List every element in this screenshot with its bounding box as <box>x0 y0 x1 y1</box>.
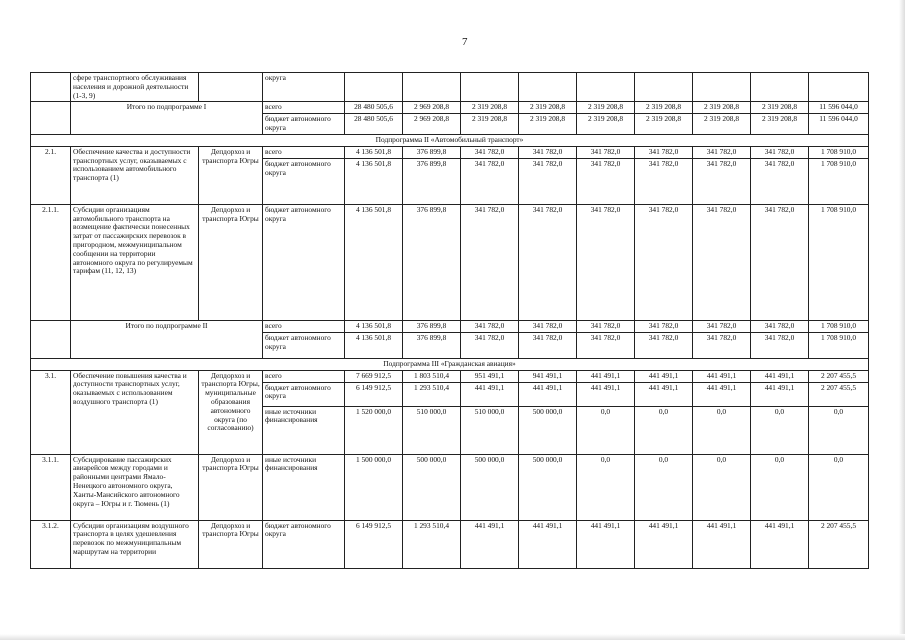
row-number: 3.1.2. <box>31 520 71 568</box>
value-cell: 441 491,1 <box>751 520 809 568</box>
value-cell <box>519 73 577 102</box>
table-row <box>31 102 869 114</box>
value-cell: 28 480 505,6 <box>345 114 403 135</box>
row-executor: Депдорхоз и транспорта Югры <box>199 454 263 520</box>
section-row <box>31 134 869 146</box>
table-row <box>31 520 869 568</box>
value-cell: 341 782,0 <box>519 146 577 158</box>
row-number <box>31 102 71 135</box>
value-cell: 341 782,0 <box>693 320 751 332</box>
value-cell: 4 136 501,8 <box>345 158 403 204</box>
value-cell: 376 899,8 <box>403 204 461 320</box>
value-cell: 6 149 912,5 <box>345 520 403 568</box>
value-cell: 341 782,0 <box>635 332 693 358</box>
value-cell: 4 136 501,8 <box>345 146 403 158</box>
value-cell: 1 520 000,0 <box>345 406 403 454</box>
value-cell: 341 782,0 <box>635 320 693 332</box>
value-cell: 1 708 910,0 <box>809 158 869 204</box>
row-number: 3.1.1. <box>31 454 71 520</box>
row-executor: Депдорхоз и транспорта Югры <box>199 520 263 568</box>
row-executor <box>199 73 263 102</box>
row-source: всего <box>263 320 345 332</box>
value-cell: 341 782,0 <box>519 158 577 204</box>
value-cell: 341 782,0 <box>693 204 751 320</box>
value-cell: 0,0 <box>635 406 693 454</box>
value-cell: 500 000,0 <box>519 454 577 520</box>
value-cell: 1 293 510,4 <box>403 520 461 568</box>
value-cell: 510 000,0 <box>461 406 519 454</box>
row-source: бюджет автономного округа <box>263 158 345 204</box>
scan-edge-right <box>899 0 905 640</box>
value-cell: 500 000,0 <box>519 406 577 454</box>
section-title: Подпрограмма III «Гражданская авиация» <box>31 358 869 370</box>
value-cell <box>693 73 751 102</box>
value-cell: 2 319 208,8 <box>461 114 519 135</box>
value-cell: 376 899,8 <box>403 158 461 204</box>
value-cell: 1 708 910,0 <box>809 204 869 320</box>
value-cell: 2 969 208,8 <box>403 102 461 114</box>
value-cell: 4 136 501,8 <box>345 332 403 358</box>
value-cell <box>635 73 693 102</box>
value-cell: 0,0 <box>577 406 635 454</box>
row-name: Субсидирование пассажирских авиарейсов между городами и районными центрами Ямало-Ненецкого автономного округа, Ханты-Мансийского автономного округа – Югры и г. Тюмень (1) <box>71 454 199 520</box>
row-source: всего <box>263 102 345 114</box>
value-cell: 441 491,1 <box>635 520 693 568</box>
value-cell: 1 293 510,4 <box>403 382 461 406</box>
value-cell: 0,0 <box>635 454 693 520</box>
value-cell: 376 899,8 <box>403 320 461 332</box>
value-cell: 441 491,1 <box>635 370 693 382</box>
row-name: Субсидии организациям автомобильного транспорта на возмещение фактически понесенных затрат от пассажирских перевозок в пригородном, межмуниципальном сообщении на территории автономного округа по регулируемым тарифам (11, 12, 13) <box>71 204 199 320</box>
row-executor: Депдорхоз и транспорта Югры <box>199 146 263 204</box>
row-executor: Депдорхоз и транспорта Югры <box>199 204 263 320</box>
value-cell: 951 491,1 <box>461 370 519 382</box>
value-cell: 341 782,0 <box>635 146 693 158</box>
value-cell: 441 491,1 <box>519 382 577 406</box>
section-title: Подпрограмма II «Автомобильный транспорт» <box>31 134 869 146</box>
table-row <box>31 370 869 382</box>
value-cell <box>345 73 403 102</box>
value-cell: 500 000,0 <box>461 454 519 520</box>
value-cell: 1 803 510,4 <box>403 370 461 382</box>
value-cell: 0,0 <box>751 454 809 520</box>
value-cell: 28 480 505,6 <box>345 102 403 114</box>
value-cell: 0,0 <box>751 406 809 454</box>
value-cell: 441 491,1 <box>577 370 635 382</box>
value-cell: 341 782,0 <box>577 332 635 358</box>
value-cell: 0,0 <box>809 406 869 454</box>
row-source: бюджет автономного округа <box>263 204 345 320</box>
value-cell: 0,0 <box>809 454 869 520</box>
value-cell: 2 319 208,8 <box>635 114 693 135</box>
value-cell: 441 491,1 <box>577 520 635 568</box>
value-cell: 341 782,0 <box>751 146 809 158</box>
row-source: бюджет автономного округа <box>263 382 345 406</box>
row-executor: Депдорхоз и транспорта Югры, муниципальные образования автономного округа (по согласованию) <box>199 370 263 454</box>
value-cell: 441 491,1 <box>693 370 751 382</box>
value-cell: 2 207 455,5 <box>809 370 869 382</box>
value-cell: 341 782,0 <box>751 158 809 204</box>
value-cell: 341 782,0 <box>751 332 809 358</box>
value-cell: 341 782,0 <box>461 332 519 358</box>
value-cell: 2 207 455,5 <box>809 382 869 406</box>
table-row <box>31 320 869 332</box>
value-cell: 441 491,1 <box>461 520 519 568</box>
value-cell: 341 782,0 <box>693 158 751 204</box>
value-cell <box>577 73 635 102</box>
value-cell: 2 319 208,8 <box>577 114 635 135</box>
value-cell: 441 491,1 <box>519 520 577 568</box>
value-cell: 0,0 <box>693 454 751 520</box>
value-cell: 341 782,0 <box>635 158 693 204</box>
row-number: 2.1. <box>31 146 71 204</box>
value-cell: 441 491,1 <box>577 382 635 406</box>
row-number: 3.1. <box>31 370 71 454</box>
value-cell: 341 782,0 <box>635 204 693 320</box>
value-cell: 341 782,0 <box>751 320 809 332</box>
row-source: всего <box>263 146 345 158</box>
row-source: бюджет автономного округа <box>263 332 345 358</box>
value-cell: 1 708 910,0 <box>809 320 869 332</box>
row-source: бюджет автономного округа <box>263 114 345 135</box>
value-cell: 2 319 208,8 <box>751 114 809 135</box>
row-name: Обеспечение повышения качества и доступности транспортных услуг, оказываемых с использованием воздушного транспорта (1) <box>71 370 199 454</box>
value-cell: 2 319 208,8 <box>635 102 693 114</box>
section-row <box>31 358 869 370</box>
row-number <box>31 320 71 358</box>
value-cell: 2 319 208,8 <box>577 102 635 114</box>
value-cell: 376 899,8 <box>403 146 461 158</box>
value-cell: 1 708 910,0 <box>809 332 869 358</box>
row-source: всего <box>263 370 345 382</box>
value-cell: 0,0 <box>693 406 751 454</box>
value-cell: 500 000,0 <box>403 454 461 520</box>
value-cell <box>751 73 809 102</box>
row-name: Субсидии организациям воздушного транспорта в целях удешевления перевозок по межмуниципальным маршрутам на территории <box>71 520 199 568</box>
value-cell: 341 782,0 <box>461 204 519 320</box>
value-cell: 1 708 910,0 <box>809 146 869 158</box>
value-cell: 510 000,0 <box>403 406 461 454</box>
row-source: иные источники финансирования <box>263 406 345 454</box>
table-row <box>31 454 869 520</box>
value-cell: 441 491,1 <box>693 520 751 568</box>
value-cell: 2 207 455,5 <box>809 520 869 568</box>
value-cell: 2 319 208,8 <box>461 102 519 114</box>
table-row <box>31 204 869 320</box>
row-source: округа <box>263 73 345 102</box>
value-cell: 6 149 912,5 <box>345 382 403 406</box>
row-number: 2.1.1. <box>31 204 71 320</box>
scan-edge-bottom <box>0 634 905 640</box>
value-cell: 2 969 208,8 <box>403 114 461 135</box>
value-cell: 441 491,1 <box>635 382 693 406</box>
value-cell: 4 136 501,8 <box>345 320 403 332</box>
value-cell: 341 782,0 <box>519 204 577 320</box>
value-cell: 2 319 208,8 <box>693 102 751 114</box>
value-cell: 341 782,0 <box>577 320 635 332</box>
value-cell: 2 319 208,8 <box>519 114 577 135</box>
value-cell: 341 782,0 <box>577 146 635 158</box>
value-cell: 7 669 912,5 <box>345 370 403 382</box>
value-cell <box>809 73 869 102</box>
value-cell: 341 782,0 <box>693 332 751 358</box>
value-cell: 341 782,0 <box>461 158 519 204</box>
value-cell: 11 596 044,0 <box>809 114 869 135</box>
value-cell: 1 500 000,0 <box>345 454 403 520</box>
value-cell: 341 782,0 <box>519 320 577 332</box>
row-source: бюджет автономного округа <box>263 520 345 568</box>
value-cell: 341 782,0 <box>519 332 577 358</box>
row-name: Итого по подпрограмме I <box>71 102 263 135</box>
value-cell: 341 782,0 <box>693 146 751 158</box>
page-number: 7 <box>462 36 468 48</box>
row-source: иные источники финансирования <box>263 454 345 520</box>
value-cell: 11 596 044,0 <box>809 102 869 114</box>
value-cell: 441 491,1 <box>751 382 809 406</box>
value-cell: 341 782,0 <box>461 146 519 158</box>
value-cell: 341 782,0 <box>461 320 519 332</box>
value-cell: 941 491,1 <box>519 370 577 382</box>
value-cell: 0,0 <box>577 454 635 520</box>
value-cell: 441 491,1 <box>751 370 809 382</box>
row-number <box>31 73 71 102</box>
row-name: сфере транспортного обслуживания населения и дорожной деятельности (1-3, 9) <box>71 73 199 102</box>
value-cell: 376 899,8 <box>403 332 461 358</box>
value-cell: 2 319 208,8 <box>519 102 577 114</box>
value-cell: 341 782,0 <box>577 204 635 320</box>
value-cell: 341 782,0 <box>577 158 635 204</box>
value-cell: 2 319 208,8 <box>751 102 809 114</box>
value-cell: 2 319 208,8 <box>693 114 751 135</box>
table-row <box>31 146 869 158</box>
value-cell: 4 136 501,8 <box>345 204 403 320</box>
value-cell <box>403 73 461 102</box>
row-name: Обеспечение качества и доступности транспортных услуг, оказываемых с использованием автомобильного транспорта (1) <box>71 146 199 204</box>
budget-table <box>30 72 869 569</box>
value-cell: 341 782,0 <box>751 204 809 320</box>
value-cell <box>461 73 519 102</box>
value-cell: 441 491,1 <box>693 382 751 406</box>
value-cell: 441 491,1 <box>461 382 519 406</box>
table-row <box>31 73 869 102</box>
row-name: Итого по подпрограмме II <box>71 320 263 358</box>
